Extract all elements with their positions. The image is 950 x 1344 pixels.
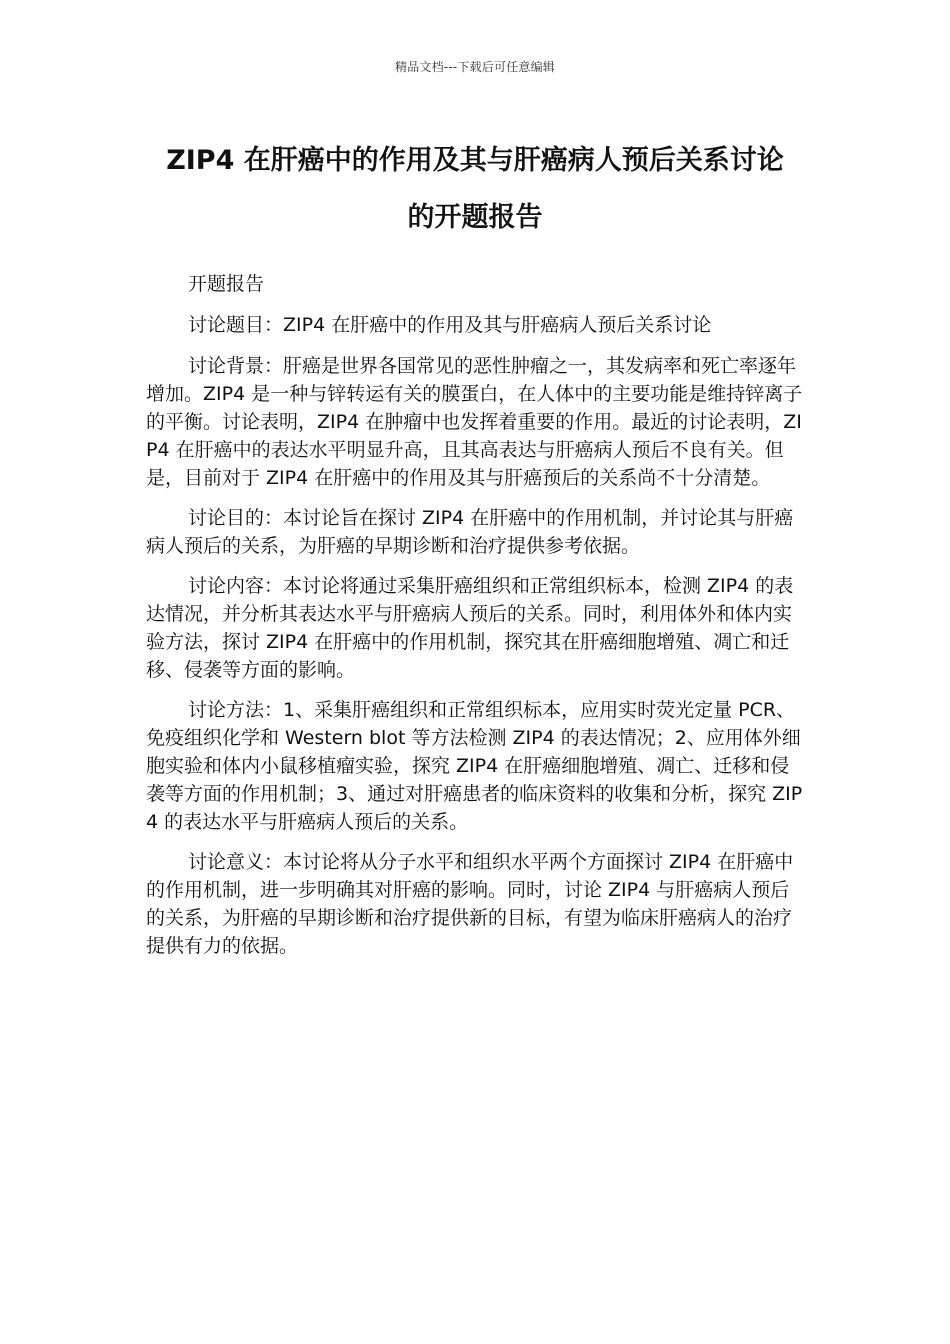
- paragraph-methods: 讨论方法：1、采集肝癌组织和正常组织标本，应用实时荧光定量 PCR、免疫组织化学和 Western blot 等方法检测 ZIP4 的表达情况；2、应用体外细胞实验和体内小鼠移植瘤实验，探究 ZIP4 在肝癌细胞增殖、凋亡、迁移和侵袭等方面的作用机制；3、通过对肝癌患者的临床资料的收集和分析，探究 ZIP4 的表达水平与肝癌病人预后的关系。: [146, 699, 803, 833]
- paragraph-content: 讨论内容：本讨论将通过采集肝癌组织和正常组织标本，检测 ZIP4 的表达情况，并分析其表达水平与肝癌病人预后的关系。同时，利用体外和体内实验方法，探讨 ZIP4 在肝癌中的作用机制，探究其在肝癌细胞增殖、凋亡和迁移、侵袭等方面的影响。: [146, 575, 794, 681]
- paragraph-background: 讨论背景：肝癌是世界各国常见的恶性肿瘤之一，其发病率和死亡率逐年增加。ZIP4 是一种与锌转运有关的膜蛋白，在人体中的主要功能是维持锌离子的平衡。讨论表明，ZIP4 在肿瘤中也发挥着重要的作用。最近的讨论表明，ZIP4 在肝癌中的表达水平明显升高，且其高表达与肝癌病人预后不良有关。但是，目前对于 ZIP4 在肝癌中的作用及其与肝癌预后的关系尚不十分清楚。: [146, 355, 803, 489]
- document-title-line-1: ZIP4 在肝癌中的作用及其与肝癌病人预后关系讨论: [166, 145, 784, 176]
- document-body: [146, 270, 806, 972]
- paragraph-topic: 讨论题目：ZIP4 在肝癌中的作用及其与肝癌病人预后关系讨论: [188, 314, 712, 336]
- header-note: 精品文档---下载后可任意编辑: [395, 60, 555, 74]
- document-title-line-2: 的开题报告: [407, 202, 543, 233]
- document-title: [140, 132, 810, 246]
- paragraph-report-label: 开题报告: [188, 273, 265, 295]
- paragraph-significance: 讨论意义：本讨论将从分子水平和组织水平两个方面探讨 ZIP4 在肝癌中的作用机制，进一步明确其对肝癌的影响。同时，讨论 ZIP4 与肝癌病人预后的关系，为肝癌的早期诊断和治疗提供新的目标，有望为临床肝癌病人的治疗提供有力的依据。: [146, 851, 794, 957]
- paragraph-purpose: 讨论目的：本讨论旨在探讨 ZIP4 在肝癌中的作用机制，并讨论其与肝癌病人预后的关系，为肝癌的早期诊断和治疗提供参考依据。: [146, 507, 794, 557]
